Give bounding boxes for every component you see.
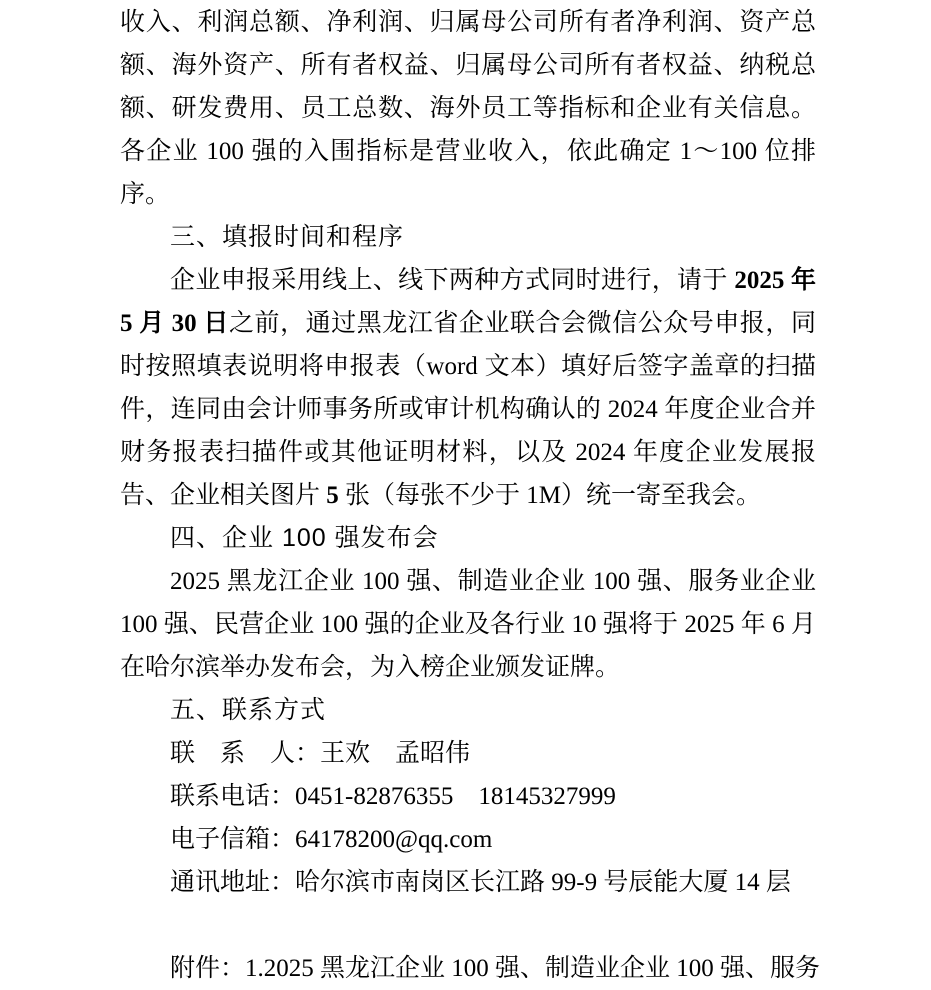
- heading-section-4-release: 四、企业 100 强发布会: [170, 524, 439, 552]
- contact-address-line: 通讯地址：哈尔滨市南岗区长江路 99-9 号辰能大厦 14 层: [170, 869, 791, 896]
- text-run-filing-1: 企业申报采用线上、线下两种方式同时进行，请于: [170, 267, 735, 294]
- text-run-filing-5: 张（每张不少于 1M）统一寄至我会。: [338, 482, 761, 509]
- attachment-line: 附件：1.2025 黑龙江企业 100 强、制造业企业 100 强、服务: [170, 955, 821, 982]
- blank-line: [120, 904, 816, 947]
- paragraph-indicators: 收入、利润总额、净利润、归属母公司所有者净利润、资产总额、海外资产、所有者权益、归属母公司所有者权益、纳税总额、研发费用、员工总数、海外员工等指标和企业有关信息。各企业 100 强的入围指标是营业收入，依此确定 1～100 位排序。: [120, 9, 816, 208]
- contact-email-line: 电子信箱：64178200@qq.com: [170, 826, 493, 853]
- document-content: [120, 1, 821, 990]
- heading-section-5-contact: 五、联系方式: [170, 696, 327, 724]
- contact-phone-line: 联系电话：0451-82876355 18145327999: [170, 783, 616, 810]
- text-run-filing-3: 之前，通过黑龙江省企业联合会微信公众号申报，同时按照填表说明将申报表（word 文本）填好后签字盖章的扫描件，连同由会计师事务所或审计机构确认的 2024 年度企业合并财务报表扫描件或其他证明材料，以及 2024 年度企业发展报告、企业相关图片: [120, 310, 816, 509]
- contact-person-line: 联 系 人：王欢 孟昭伟: [170, 740, 471, 767]
- text-run-photo-count-bold: 5: [326, 482, 339, 509]
- text-run-deadline-bold: 2025 年 5 月 30 日: [120, 267, 816, 337]
- paragraph-release: 2025 黑龙江企业 100 强、制造业企业 100 强、服务业企业 100 强、民营企业 100 强的企业及各行业 10 强将于 2025 年 6 月在哈尔滨举办发布会，为入榜企业颁发证牌。: [120, 568, 816, 681]
- paragraph-filing: [120, 259, 816, 517]
- heading-section-3-filing: 三、填报时间和程序: [170, 223, 405, 251]
